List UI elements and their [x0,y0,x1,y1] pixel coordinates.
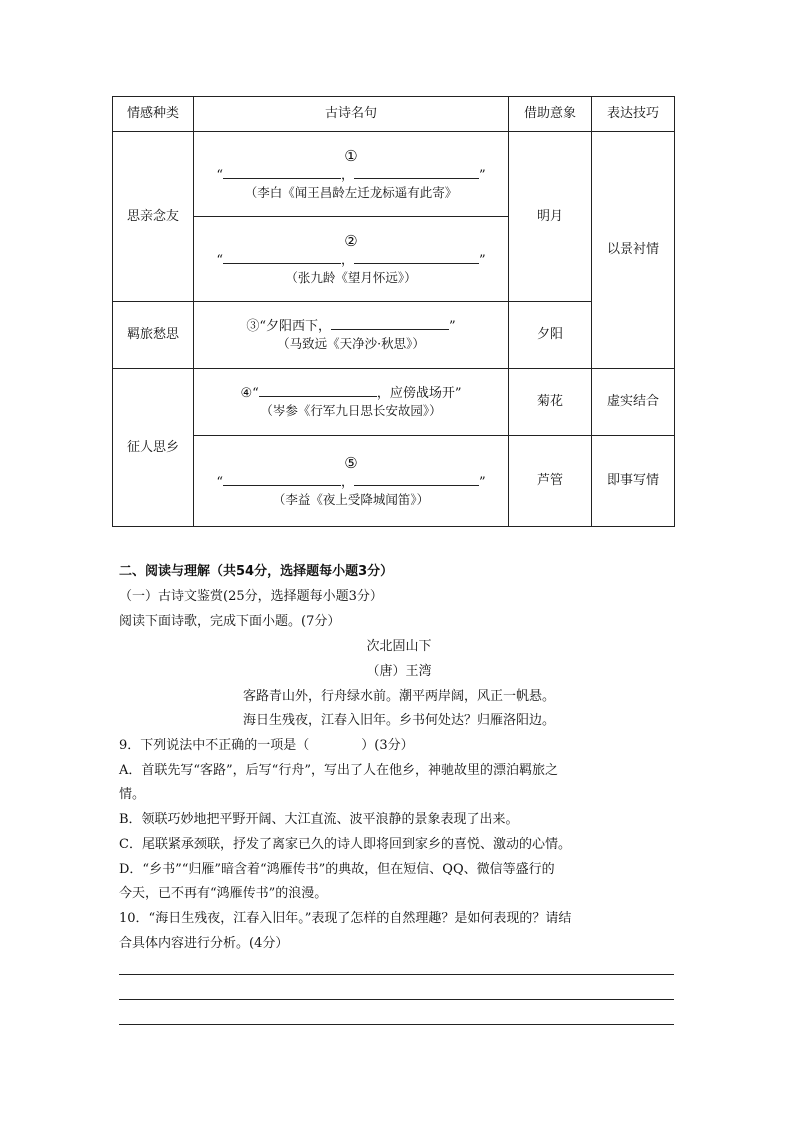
poem-line: 海日生残夜，江春入旧年。乡书何处达？归雁洛阳边。 [242,713,555,728]
emotion-cell: 思亲念友 [113,132,194,302]
fill-line: “ ， ” [216,168,486,184]
poem-line: 客路青山外，行舟绿水前。潮平两岸阔，风正一帆悬。 [242,689,555,704]
poem-title: 次北固山下 [366,639,432,654]
poem-source: （岑参《行军九日思长安故园》） [260,402,442,418]
header-poem-line: 古诗名句 [194,97,509,132]
answer-blank[interactable] [259,384,377,397]
image-cell: 芦管 [509,436,592,527]
option-d-cont: 今天，已不再有“鸿雁传书”的浪漫。 [119,886,328,901]
answer-line[interactable] [119,1024,674,1025]
fill-line: “ ， ” [216,253,486,269]
emotion-cell: 羁旅愁思 [113,302,194,369]
answer-blank[interactable] [354,251,479,264]
item-number: ② [344,232,358,251]
poem-cell [194,369,509,436]
header-image: 借助意象 [509,97,592,132]
table-row [113,369,675,436]
option-a: A．首联先写“客路”，后写“行舟”，写出了人在他乡，神驰故里的漂泊羁旅之 [119,763,558,778]
item-number: ① [344,147,358,166]
poem-source: （张九龄《望月怀远》） [285,269,417,285]
section-subtitle: （一）古诗文鉴赏(25分，选择题每小题3分） [119,589,383,604]
image-cell: 夕阳 [509,302,592,369]
poem-cell [194,302,509,369]
option-b: B．领联巧妙地把平野开阔、大江直流、波平浪静的景象表现了出来。 [119,812,519,827]
poem-table [112,96,675,527]
header-technique: 表达技巧 [592,97,675,132]
question-9: 9．下列说法中不正确的一项是（ ）(3分） [119,738,414,753]
item-number: ⑤ [344,454,358,473]
option-c: C．尾联紧承颈联，抒发了离家已久的诗人即将回到家乡的喜悦、激动的心情。 [119,837,571,852]
poem-source: （李益《夜上受降城闻笛》） [272,491,430,507]
question-10-cont: 合具体内容进行分析。(4分） [119,936,289,951]
poem-cell [194,217,509,302]
answer-blank[interactable] [354,166,479,179]
poem-cell [194,436,509,527]
technique-cell: 虚实结合 [592,369,675,436]
image-cell: 菊花 [509,369,592,436]
instruction: 阅读下面诗歌，完成下面小题。(7分） [119,614,341,629]
technique-cell: 以景衬情 [592,132,675,369]
technique-cell: 即事写情 [592,436,675,527]
answer-line[interactable] [119,999,674,1000]
table-header-row [113,97,675,132]
section-title: 二、阅读与理解（共54分，选择题每小题3分） [119,564,394,579]
header-emotion: 情感种类 [113,97,194,132]
table-row [113,302,675,369]
table-row [113,436,675,527]
answer-blank[interactable] [223,251,341,264]
answer-blank[interactable] [354,473,479,486]
answer-blank[interactable] [223,473,341,486]
option-a-cont: 情。 [119,787,146,802]
table-row [113,132,675,217]
fill-line: ④“ ，应傍战场开” [240,386,462,402]
answer-blank[interactable] [223,166,341,179]
poem-author: （唐）王湾 [366,664,432,679]
poem-source: （马致远《天净沙·秋思》） [277,335,425,351]
fill-line: “ ， ” [216,475,486,491]
answer-line[interactable] [119,974,674,975]
poem-source: （李白《闻王昌龄左迁龙标遥有此寄》 [244,184,458,200]
image-cell: 明月 [509,132,592,302]
emotion-cell: 征人思乡 [113,369,194,527]
question-10: 10．“海日生残夜，江春入旧年。”表现了怎样的自然理趣？是如何表现的？请结 [119,911,572,926]
fill-line: ③“夕阳西下， ” [246,319,456,335]
poem-cell [194,132,509,217]
option-d: D．“乡书”“归雁”暗含着“鸿雁传书”的典故，但在短信、QQ、微信等盛行的 [119,862,555,877]
answer-blank[interactable] [331,317,449,330]
